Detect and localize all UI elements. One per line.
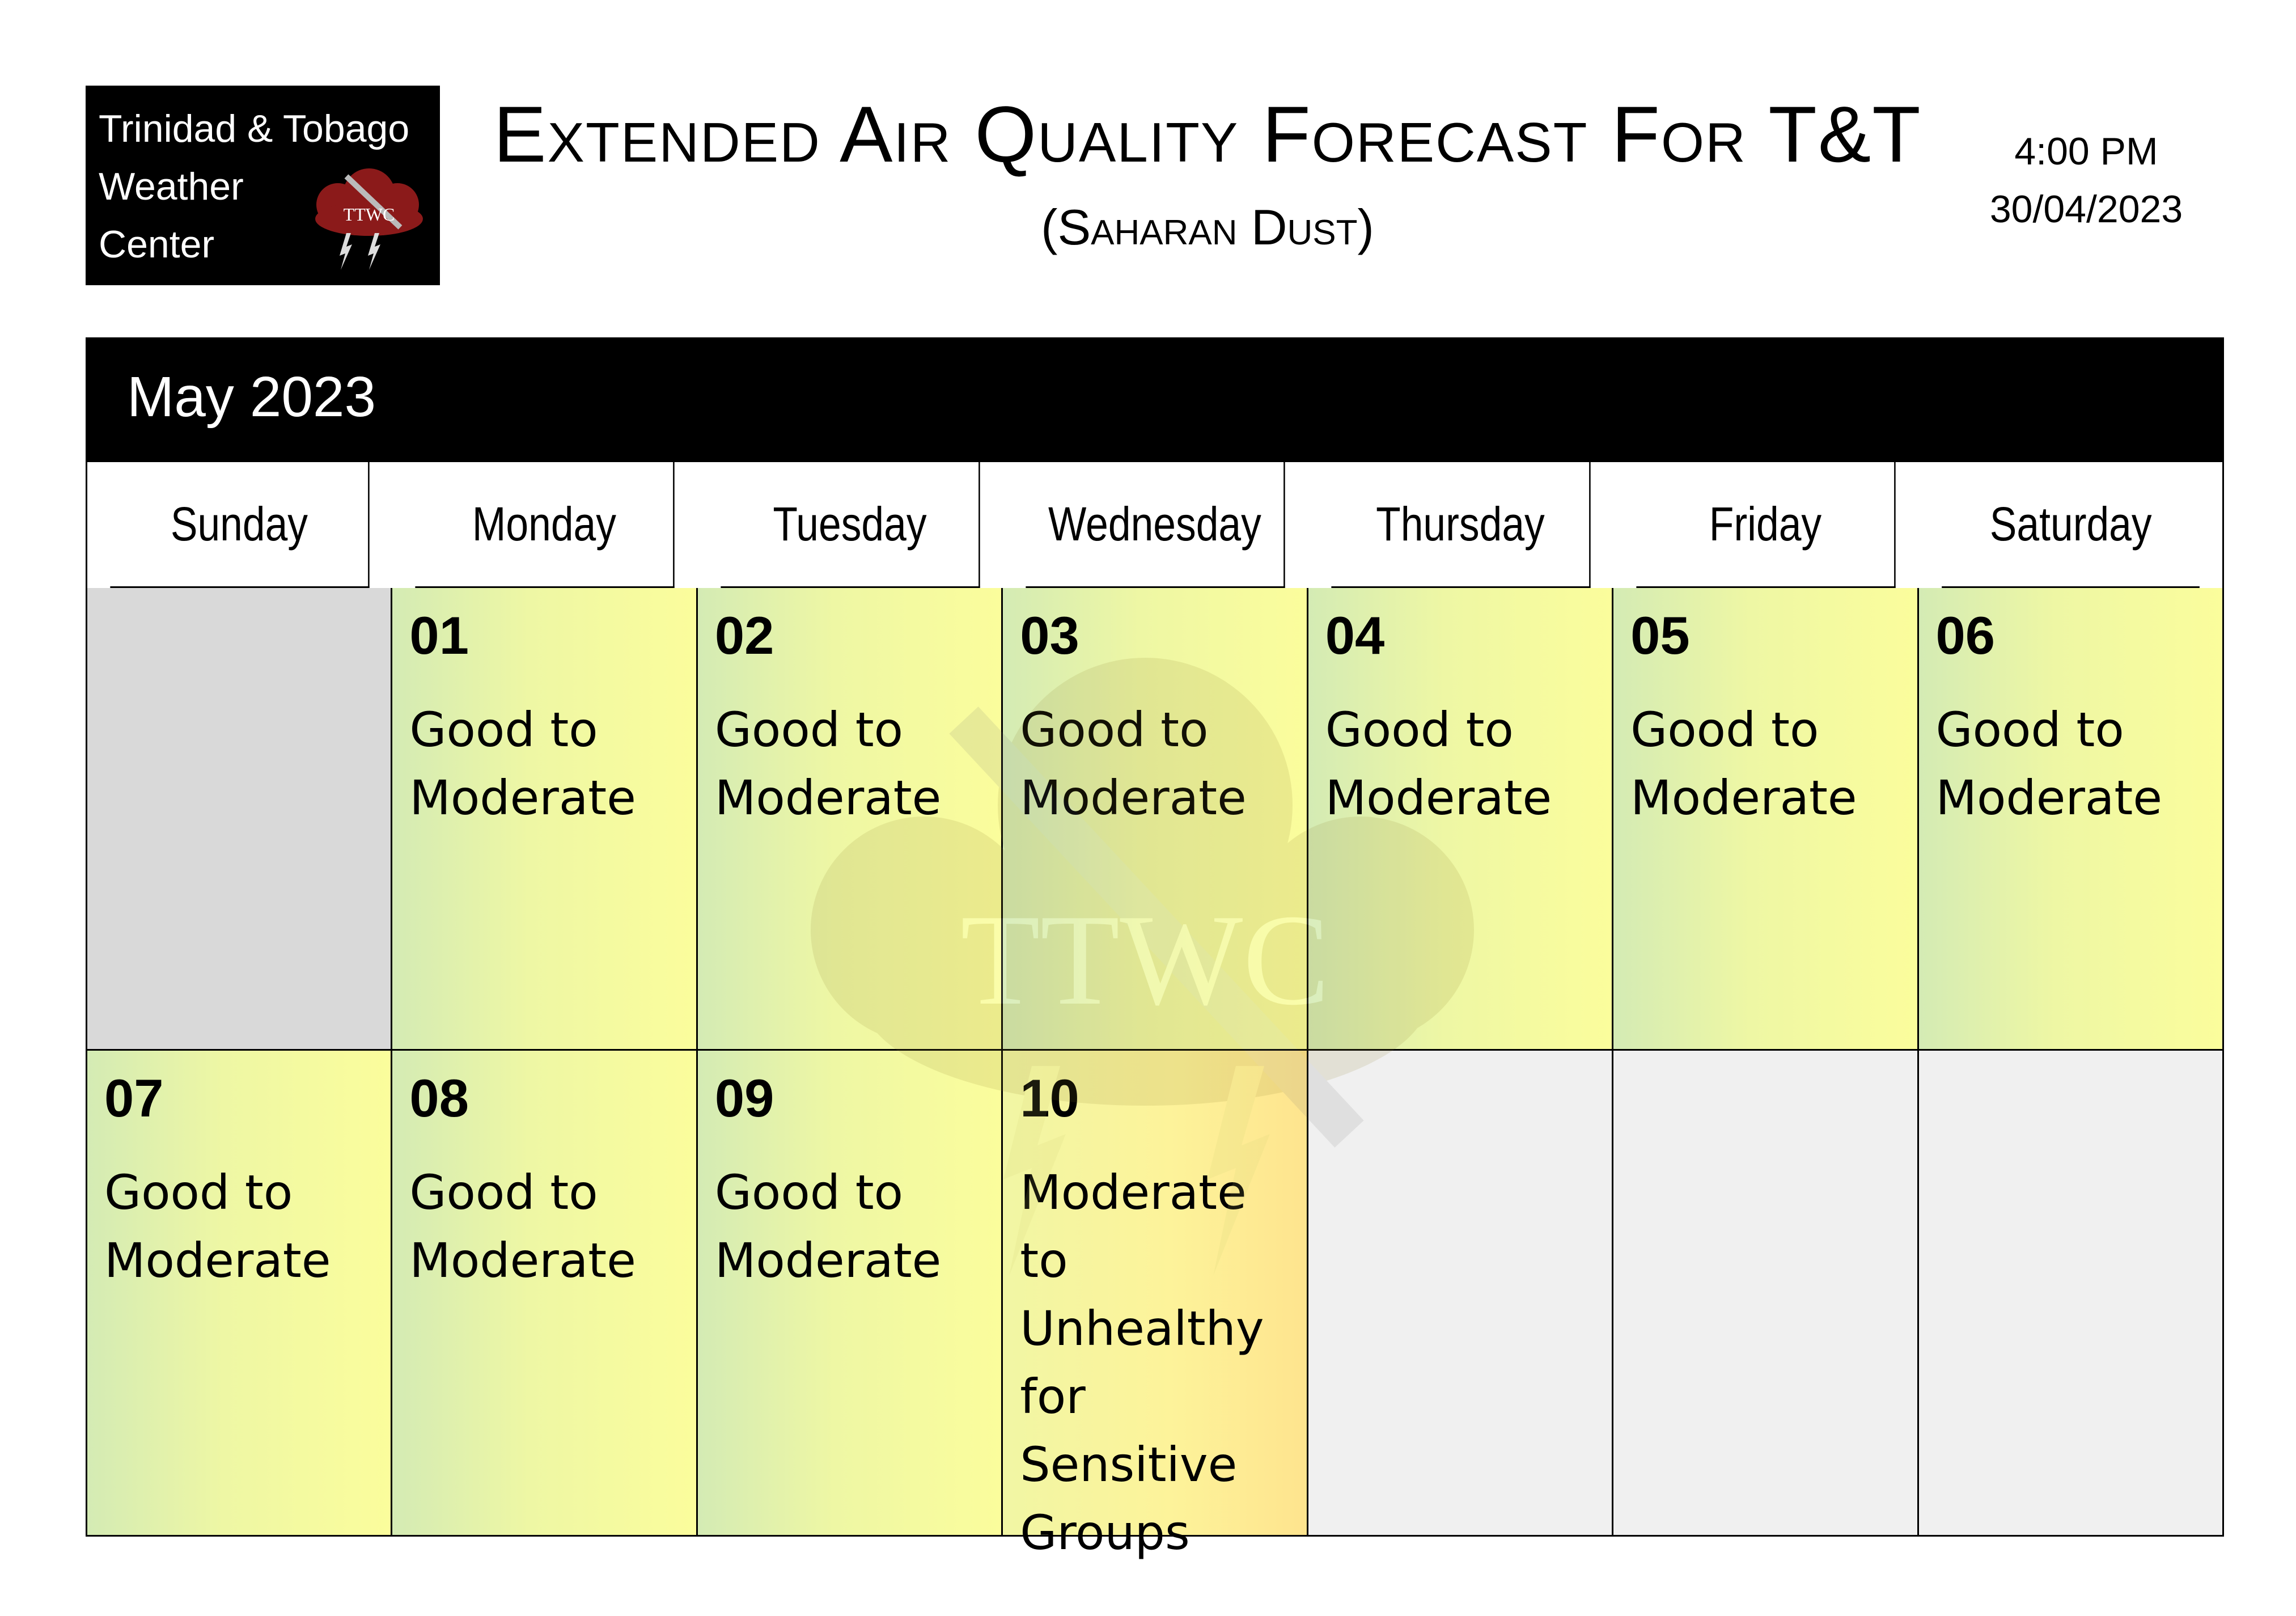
- day-number: 02: [714, 606, 774, 665]
- weekday-tuesday: Tuesday: [721, 462, 980, 588]
- day-number: 04: [1325, 606, 1385, 665]
- day-cell: [392, 588, 697, 1049]
- day-forecast: Good to Moderate: [409, 1165, 636, 1288]
- month-label: May 2023: [127, 365, 376, 429]
- weekday-friday: Friday: [1636, 462, 1896, 588]
- weekday-thursday: Thursday: [1331, 462, 1591, 588]
- logo-line-2: Weather: [99, 165, 244, 208]
- weekday-monday: Monday: [416, 462, 675, 588]
- day-cell: [87, 588, 392, 1049]
- day-cell: [392, 1051, 697, 1535]
- logo-line-1: Trinidad & Tobago: [99, 107, 410, 150]
- storm-cloud-icon: [284, 165, 499, 273]
- page-title: Extended Air Quality Forecast For T&T: [493, 90, 1922, 179]
- day-cell: [698, 588, 1003, 1049]
- day-number: 08: [409, 1068, 469, 1128]
- week-row-1: [87, 588, 2222, 1051]
- day-forecast: Good to Moderate: [714, 1165, 942, 1288]
- day-cell: [1919, 1051, 2222, 1535]
- weekday-sunday: Sunday: [110, 462, 370, 588]
- day-number: 07: [104, 1068, 164, 1128]
- day-number: 10: [1020, 1068, 1079, 1128]
- day-number: 03: [1020, 606, 1079, 665]
- issued-time: 4:00 PM: [2014, 130, 2158, 173]
- day-forecast: Good to Moderate: [409, 702, 636, 826]
- day-cell: [1003, 1051, 1308, 1560]
- issued-date: 30/04/2023: [1989, 188, 2183, 231]
- day-number: 05: [1630, 606, 1690, 665]
- weekday-header-row: [87, 462, 2222, 588]
- calendar-grid: [87, 588, 2222, 1560]
- month-bar: [87, 339, 2222, 462]
- logo-line-3: Center: [99, 223, 215, 266]
- ttwc-logo: [86, 86, 440, 285]
- day-forecast: Moderate to Unhealthy for Sensitive Groups: [1020, 1165, 1264, 1560]
- day-number: 06: [1935, 606, 1996, 665]
- logo-mark-text: TTWC: [343, 204, 395, 225]
- day-cell: [1308, 588, 1613, 1049]
- day-forecast: Good to Moderate: [1020, 702, 1247, 826]
- week-row-2: [87, 1051, 2222, 1560]
- day-cell: [87, 1051, 392, 1535]
- day-forecast: Good to Moderate: [104, 1165, 331, 1288]
- page-subtitle: (Saharan Dust): [1041, 199, 1374, 255]
- day-cell: [1919, 588, 2222, 1049]
- day-number: 09: [714, 1068, 774, 1128]
- day-number: 01: [409, 606, 469, 665]
- day-cell: [1308, 1051, 1613, 1535]
- forecast-calendar: [86, 337, 2224, 1560]
- day-cell: [698, 1051, 1003, 1535]
- weekday-saturday: Saturday: [1942, 462, 2200, 588]
- day-cell: [1003, 588, 1308, 1049]
- weekday-wednesday: Wednesday: [1026, 462, 1286, 588]
- day-forecast: Good to Moderate: [1935, 702, 2163, 826]
- day-cell: [1613, 1051, 1918, 1535]
- day-forecast: Good to Moderate: [714, 702, 942, 826]
- day-forecast: Good to Moderate: [1630, 702, 1857, 826]
- day-cell: [1613, 588, 1918, 1049]
- day-forecast: Good to Moderate: [1325, 702, 1552, 826]
